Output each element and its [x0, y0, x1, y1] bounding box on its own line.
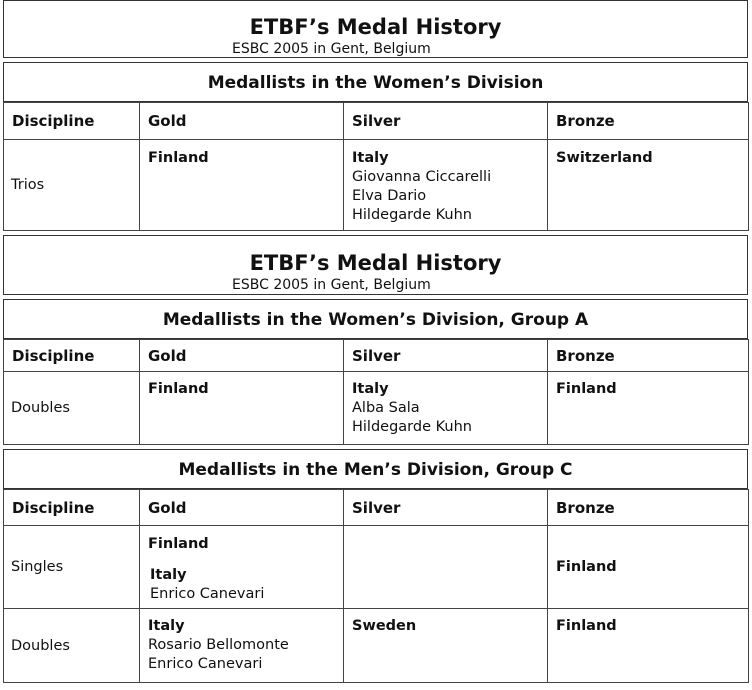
bronze-country: Finland — [556, 558, 617, 575]
bronze-cell — [548, 372, 749, 445]
discipline-cell: Doubles — [4, 372, 140, 445]
silver-cell — [344, 609, 548, 683]
header-silver: Silver — [344, 490, 548, 526]
discipline-cell: Trios — [4, 140, 140, 231]
gold-cell — [140, 372, 344, 445]
page-subtitle: ESBC 2005 in Gent, Belgium — [232, 41, 431, 57]
header-bronze: Bronze — [548, 103, 749, 140]
header-bronze: Bronze — [548, 490, 749, 526]
page-title: ETBF’s Medal History — [249, 251, 502, 275]
table-row — [4, 140, 749, 231]
discipline-cell: Singles — [4, 526, 140, 609]
silver-country: Italy — [352, 381, 389, 397]
section-men-group-c — [3, 449, 748, 489]
bronze-cell — [548, 140, 749, 231]
section-title: Medallists in the Women’s Division — [207, 73, 544, 93]
header-discipline: Discipline — [4, 490, 140, 526]
section-title: Medallists in the Men’s Division, Group C — [178, 460, 573, 480]
header-silver: Silver — [344, 103, 548, 140]
table-row — [4, 609, 749, 683]
table-row — [4, 372, 749, 445]
bronze-cell — [548, 526, 749, 609]
medal-table-men-group-c — [3, 489, 749, 683]
gold-cell — [140, 526, 344, 609]
gold-country-secondary: Italy — [150, 567, 187, 583]
gold-country: Italy — [148, 618, 185, 634]
gold-cell — [140, 609, 344, 683]
athlete-name: Alba Sala — [352, 400, 420, 416]
header-silver: Silver — [344, 340, 548, 372]
header-discipline: Discipline — [4, 340, 140, 372]
gold-country: Finland — [148, 150, 209, 166]
athlete-name: Hildegarde Kuhn — [352, 207, 472, 223]
medal-table-women — [3, 102, 749, 231]
header-gold: Gold — [140, 103, 344, 140]
table-header-row — [4, 103, 749, 140]
athlete-name: Elva Dario — [352, 188, 427, 204]
header-gold: Gold — [140, 340, 344, 372]
bronze-country: Switzerland — [556, 150, 653, 166]
athlete-name: Rosario Bellomonte — [148, 637, 289, 653]
silver-country: Sweden — [352, 618, 417, 634]
header-gold: Gold — [140, 490, 344, 526]
header-discipline: Discipline — [4, 103, 140, 140]
table-header-row — [4, 490, 749, 526]
bronze-country: Finland — [556, 381, 617, 397]
silver-cell — [344, 526, 548, 609]
silver-cell — [344, 140, 548, 231]
bronze-cell — [548, 609, 749, 683]
section-women-group-a — [3, 299, 748, 339]
table-header-row — [4, 340, 749, 372]
section-women-division — [3, 62, 748, 102]
athlete-name: Enrico Canevari — [148, 656, 263, 672]
table-row — [4, 526, 749, 609]
gold-cell — [140, 140, 344, 231]
section-title: Medallists in the Women’s Division, Group A — [162, 310, 589, 330]
bronze-country: Finland — [556, 618, 617, 634]
medal-history-header-1 — [3, 0, 748, 58]
medal-history-header-2 — [3, 235, 748, 295]
silver-cell — [344, 372, 548, 445]
discipline-cell: Doubles — [4, 609, 140, 683]
gold-country: Finland — [148, 381, 209, 397]
athlete-name: Hildegarde Kuhn — [352, 419, 472, 435]
silver-country: Italy — [352, 150, 389, 166]
gold-country: Finland — [148, 536, 209, 552]
medal-table-women-group-a — [3, 339, 749, 445]
page-title: ETBF’s Medal History — [249, 15, 502, 39]
athlete-name: Giovanna Ciccarelli — [352, 169, 492, 185]
athlete-name: Enrico Canevari — [150, 586, 265, 602]
header-bronze: Bronze — [548, 340, 749, 372]
page-subtitle: ESBC 2005 in Gent, Belgium — [232, 277, 431, 293]
